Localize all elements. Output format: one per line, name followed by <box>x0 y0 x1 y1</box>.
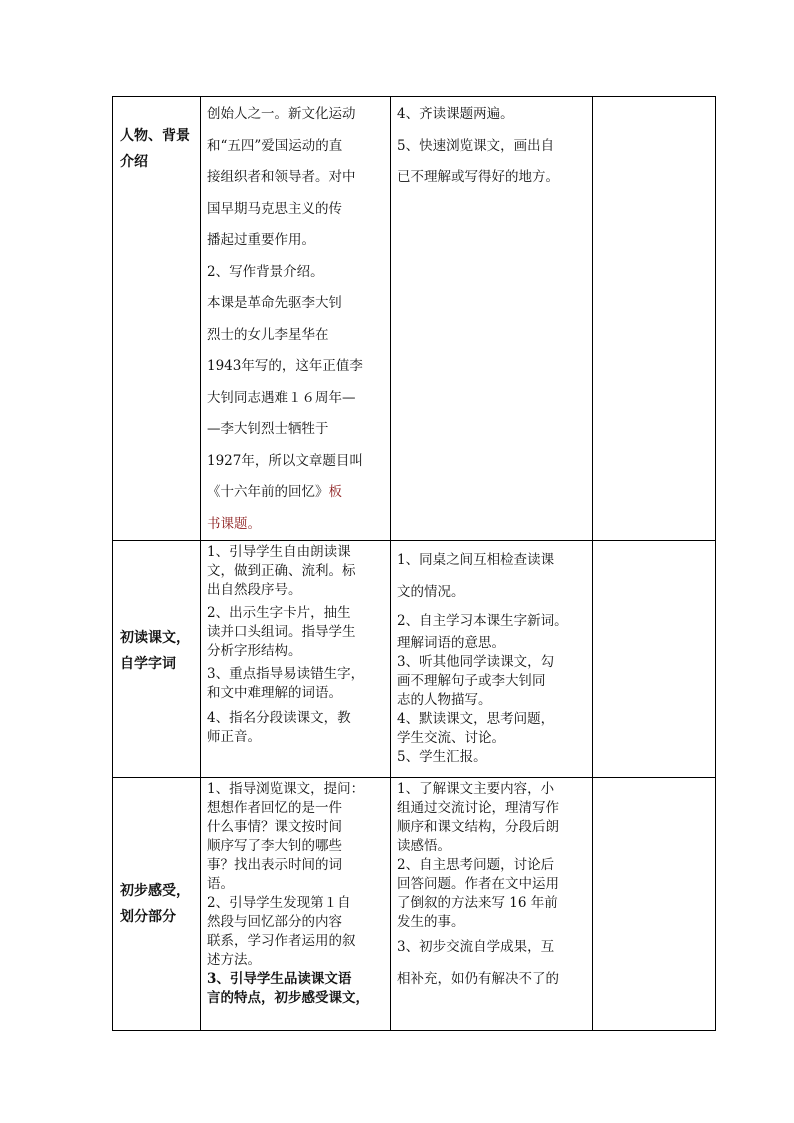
text-line: 事？找出表示时间的词 <box>207 857 342 873</box>
text-line: 国早期马克思主义的传 <box>207 200 342 217</box>
stage-cell <box>113 541 201 778</box>
note-cell <box>593 97 716 541</box>
text-line: 已不理解或写得好的地方。 <box>397 169 559 185</box>
text-line: 3、重点指导易读错生字， <box>207 666 365 682</box>
text-fragment: 板 <box>328 484 342 500</box>
text-line: 4、齐读课题两遍。 <box>397 106 514 122</box>
text-line: 2、自主思考问题，讨论后 <box>397 857 555 873</box>
student-activity-cell <box>391 97 593 541</box>
text-line: 理解词语的意思。 <box>397 635 505 651</box>
text-fragment: 《十六年前的回忆》 <box>207 484 329 500</box>
stage-label: 介绍 <box>120 154 148 170</box>
stage-cell <box>113 778 201 1031</box>
note-cell <box>593 778 716 1031</box>
text-line: 想想作者回忆的是一件 <box>207 800 342 816</box>
stage-label: 自学字词 <box>120 656 176 672</box>
text-line: 4、默读课文，思考问题， <box>397 711 555 727</box>
teacher-activity-cell <box>201 97 391 541</box>
note-cell <box>593 541 716 778</box>
text-line <box>207 477 384 509</box>
text-line: 顺序写了李大钊的哪些 <box>207 838 342 854</box>
text-line: 了倒叙的方法来写 16 年前 <box>397 895 558 911</box>
text-line: 3、听其他同学读课文，勾 <box>397 654 555 670</box>
text-line: 5、学生汇报。 <box>397 749 487 765</box>
text-line: 师正音。 <box>207 729 261 745</box>
text-line: 1、指导浏览课文，提问： <box>207 781 365 797</box>
text-line: 3、引导学生品读课文语 <box>207 971 352 987</box>
text-line: 3、初步交流自学成果，互 <box>397 939 555 955</box>
text-line: 4、指名分段读课文，教 <box>207 710 351 726</box>
text-line: 学生交流、讨论。 <box>397 730 505 746</box>
table-row <box>113 541 716 778</box>
text-line: 组通过交流讨论，理清写作 <box>397 800 559 816</box>
text-line: 本课是革命先驱李大钊 <box>207 295 342 311</box>
stage-cell <box>113 97 201 541</box>
text-line: 相补充，如仍有解决不了的 <box>397 970 559 987</box>
text-line: 播起过重要作用。 <box>207 232 315 248</box>
text-line: 言的特点，初步感受课文， <box>207 990 369 1006</box>
table-row <box>113 778 716 1031</box>
text-line: 志的人物描写。 <box>397 692 492 708</box>
text-line: 文，做到正确、流利。标 <box>207 563 356 579</box>
text-line: 烈士的女儿李星华在 <box>207 326 329 343</box>
text-line: 2、自主学习本课生字新词。 <box>397 613 568 629</box>
teacher-activity-cell <box>201 778 391 1031</box>
text-line: 述方法。 <box>207 952 261 968</box>
text-line: 读并口头组词。指导学生 <box>207 624 356 640</box>
stage-label: 人物、背景 <box>120 128 190 144</box>
stage-label: 划分部分 <box>120 909 176 925</box>
text-line: 回答问题。作者在文中运用 <box>397 876 559 892</box>
teacher-activity-cell <box>201 541 391 778</box>
text-line: 1、引导学生自由朗读课 <box>207 544 351 560</box>
text-line: 5、快速浏览课文，画出自 <box>397 137 555 154</box>
text-line: 2、出示生字卡片，抽生 <box>207 605 351 621</box>
text-line: 发生的事。 <box>397 914 465 930</box>
text-line: 出自然段序号。 <box>207 582 302 598</box>
text-line: 语。 <box>207 876 234 892</box>
text-line: 读感悟。 <box>397 838 451 854</box>
text-line: 2、写作背景介绍。 <box>207 263 324 280</box>
text-line: 2、引导学生发现第１自 <box>207 895 351 911</box>
text-line: 画不理解句子或李大钊同 <box>397 673 546 689</box>
table-row <box>113 97 716 541</box>
text-line: 然段与回忆部分的内容 <box>207 914 342 930</box>
text-line: 顺序和课文结构，分段后朗 <box>397 819 559 835</box>
stage-label: 初读课文， <box>120 630 190 646</box>
text-line: 文的情况。 <box>397 583 465 600</box>
text-line: 接组织者和领导者。对中 <box>207 169 356 185</box>
text-line: 大钊同志遇难１６周年— <box>207 389 356 406</box>
text-line: 1、了解课文主要内容，小 <box>397 781 555 797</box>
text-line: 书课题。 <box>207 515 261 532</box>
text-line: 分析字形结构。 <box>207 643 302 659</box>
text-line: —李大钊烈士牺牲于 <box>207 421 329 437</box>
lesson-plan-table <box>112 96 716 1031</box>
text-line: 1927年，所以文章题目叫 <box>207 452 363 469</box>
text-line: 什么事情？课文按时间 <box>207 819 342 835</box>
text-line: 1、同桌之间互相检查读课 <box>397 552 555 568</box>
text-line: 和“五四”爱国运动的直 <box>207 137 343 154</box>
text-line: 创始人之一。新文化运动 <box>207 106 356 122</box>
student-activity-cell <box>391 778 593 1031</box>
text-line: 1943年写的，这年正值李 <box>207 358 363 374</box>
stage-label: 初步感受， <box>120 883 190 899</box>
text-line: 和文中难理解的词语。 <box>207 685 342 701</box>
student-activity-cell <box>391 541 593 778</box>
text-line: 联系，学习作者运用的叙 <box>207 933 356 949</box>
